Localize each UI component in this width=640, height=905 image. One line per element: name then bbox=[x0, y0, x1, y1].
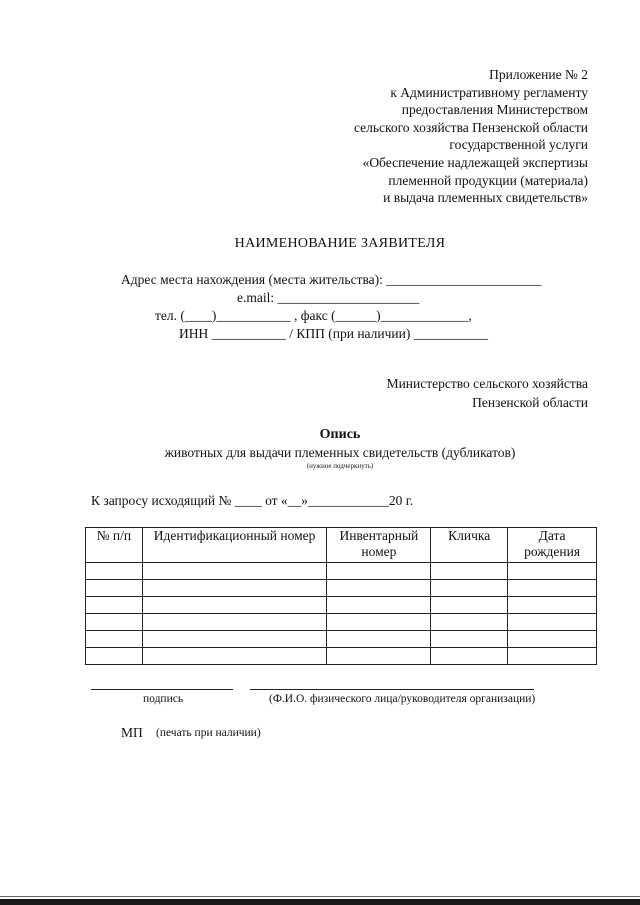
col-header-number: № п/п bbox=[86, 528, 143, 563]
signature-label: подпись bbox=[143, 693, 184, 705]
appendix-line: к Административному регламенту bbox=[390, 84, 588, 100]
table-cell bbox=[327, 648, 431, 665]
recipient-line: Пензенской области bbox=[472, 395, 588, 410]
table-cell bbox=[508, 597, 597, 614]
appendix-line: предоставления Министерством bbox=[401, 102, 588, 118]
table-cell bbox=[327, 614, 431, 631]
appendix-line: государственной услуги bbox=[449, 137, 588, 153]
table-cell bbox=[327, 580, 431, 597]
table-cell bbox=[431, 631, 508, 648]
address-field: Адрес места нахождения (места жительства): _______________________ bbox=[121, 272, 542, 287]
table-row bbox=[86, 614, 597, 631]
table-cell bbox=[431, 580, 508, 597]
table-cell bbox=[142, 597, 327, 614]
table-row bbox=[86, 580, 597, 597]
col-header-inventory-number: Инвентарный номер bbox=[327, 528, 431, 563]
table-row bbox=[86, 597, 597, 614]
animal-inventory-table bbox=[85, 527, 597, 665]
table-row bbox=[86, 648, 597, 665]
table-cell bbox=[327, 563, 431, 580]
table-cell bbox=[431, 563, 508, 580]
table-cell bbox=[86, 648, 143, 665]
table-cell bbox=[86, 614, 143, 631]
table-cell bbox=[142, 563, 327, 580]
appendix-line: и выдача племенных свидетельств» bbox=[383, 190, 588, 206]
phone-fax-field: тел. (____)___________ , факс (______)_____________, bbox=[155, 308, 472, 323]
table-row bbox=[86, 631, 597, 648]
table-cell bbox=[508, 631, 597, 648]
table-cell bbox=[327, 597, 431, 614]
inn-kpp-field: ИНН ___________ / КПП (при наличии) ___________ bbox=[179, 326, 488, 341]
table-cell bbox=[86, 631, 143, 648]
recipient-line: Министерство сельского хозяйства bbox=[386, 376, 588, 391]
table-cell bbox=[431, 614, 508, 631]
table-cell bbox=[508, 614, 597, 631]
recipient-block bbox=[387, 374, 588, 412]
table-cell bbox=[508, 648, 597, 665]
stamp-note: (печать при наличии) bbox=[156, 727, 261, 739]
table-cell bbox=[86, 563, 143, 580]
table-cell bbox=[431, 597, 508, 614]
table-cell bbox=[142, 648, 327, 665]
table-cell bbox=[142, 614, 327, 631]
applicant-title: НАИМЕНОВАНИЕ ЗАЯВИТЕЛЯ bbox=[234, 236, 446, 251]
table-header-row bbox=[86, 528, 597, 563]
signature-line bbox=[91, 689, 233, 690]
full-name-line bbox=[250, 689, 534, 690]
table-cell bbox=[142, 631, 327, 648]
table-cell bbox=[86, 597, 143, 614]
full-name-label: (Ф.И.О. физического лица/руководителя организации) bbox=[269, 693, 536, 705]
table-cell bbox=[508, 563, 597, 580]
col-header-name: Кличка bbox=[431, 528, 508, 563]
table-cell bbox=[327, 631, 431, 648]
appendix-line: сельского хозяйства Пензенской области bbox=[353, 119, 588, 135]
col-header-id-number: Идентификационный номер bbox=[142, 528, 327, 563]
document-note: (нужное подчеркнуть) bbox=[306, 462, 374, 470]
col-header-birth-date: Дата рождения bbox=[508, 528, 597, 563]
stamp-label: МП bbox=[121, 725, 143, 740]
table-cell bbox=[86, 580, 143, 597]
document-title: Опись bbox=[319, 427, 361, 442]
appendix-line: Приложение № 2 bbox=[489, 67, 588, 82]
table-cell bbox=[508, 580, 597, 597]
request-line: К запросу исходящий № ____ от «__»____________20 г. bbox=[91, 493, 414, 508]
table-row bbox=[86, 563, 597, 580]
document-subtitle: животных для выдачи племенных свидетельств (дубликатов) bbox=[164, 445, 516, 460]
appendix-header bbox=[354, 66, 588, 207]
scan-edge-line bbox=[0, 896, 640, 897]
appendix-line: «Обеспечение надлежащей экспертизы bbox=[362, 154, 588, 170]
appendix-line: племенной продукции (материала) bbox=[388, 172, 588, 188]
scan-edge-bar bbox=[0, 899, 640, 905]
table-cell bbox=[431, 648, 508, 665]
table-cell bbox=[142, 580, 327, 597]
email-field: e.mail: _____________________ bbox=[237, 290, 420, 305]
